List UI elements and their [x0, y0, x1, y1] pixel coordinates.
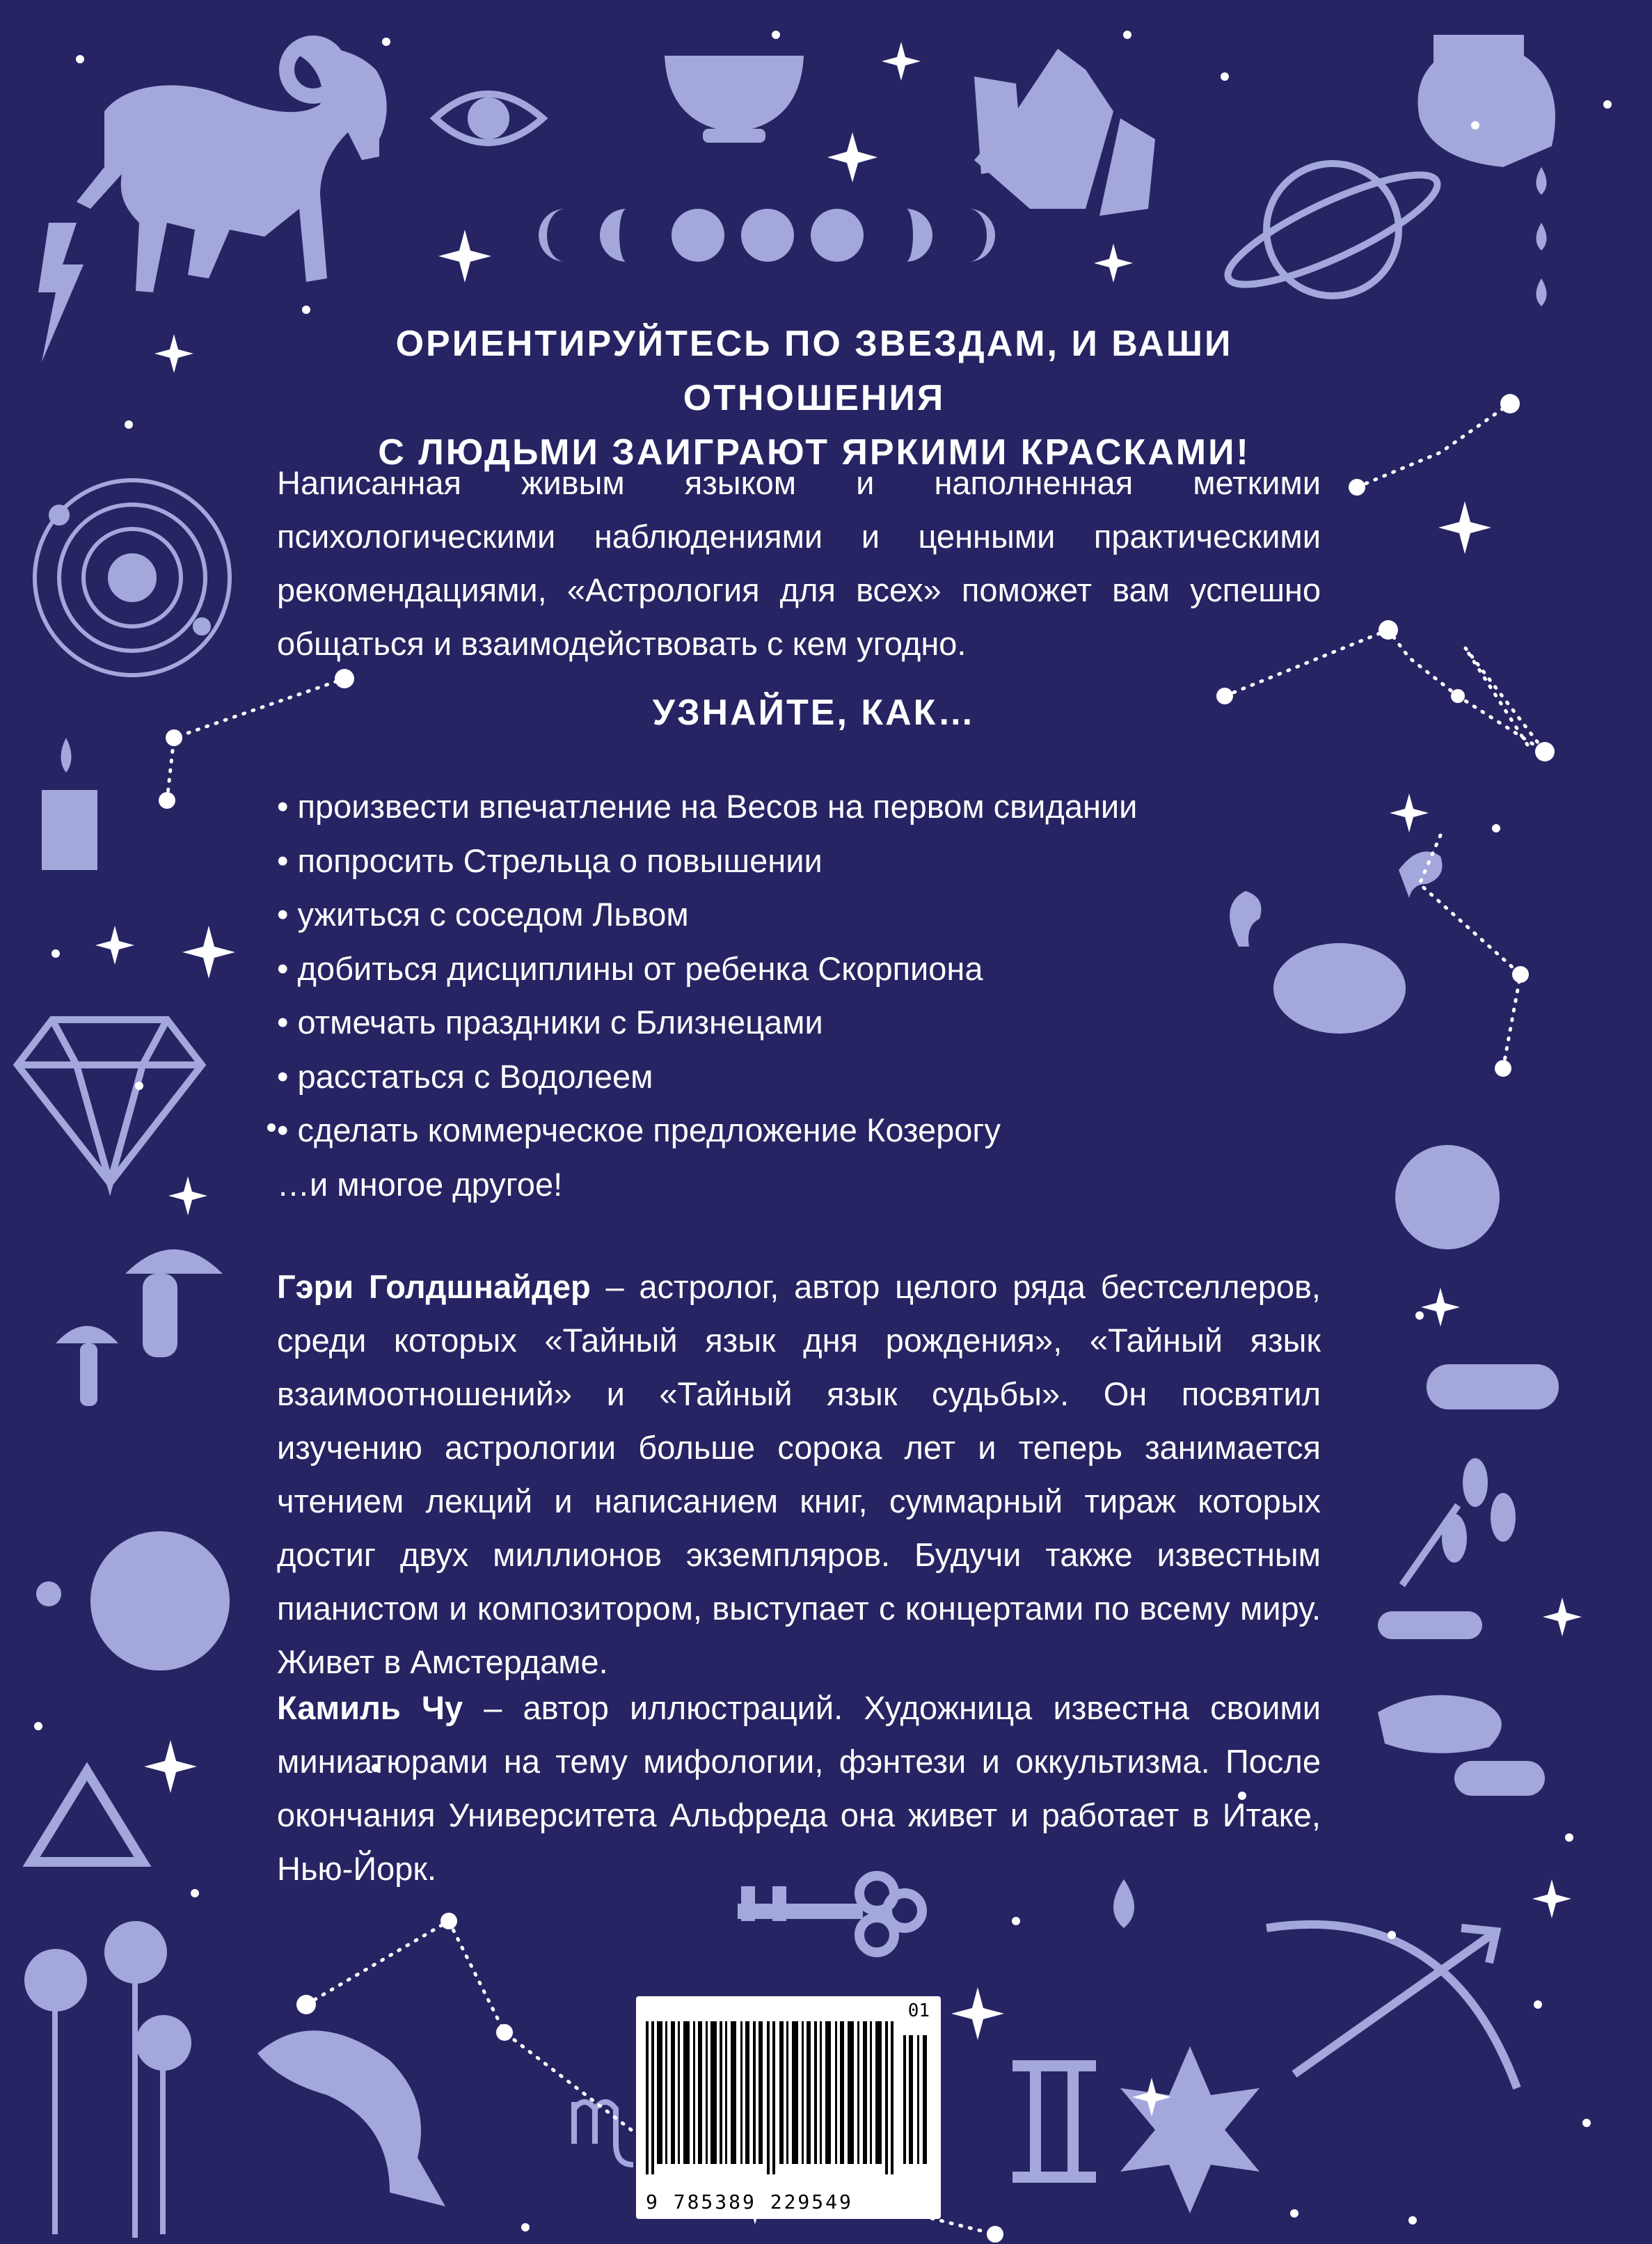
lightning-icon [38, 223, 84, 362]
fish-icon [257, 2030, 445, 2206]
eye-icon [435, 94, 543, 143]
illustrator-bio: – автор иллюстраций. Художница известна своими миниатюрами на тему мифологии, фэнтези и оккультизма. После окончания Университета Альфреда она живет и работает в Итаке, Нью-Йорк. [277, 1689, 1321, 1887]
tips-list [277, 780, 1321, 1211]
candle-icon [42, 738, 97, 870]
branch-icon [1399, 1458, 1516, 1587]
rose-icon [1395, 1145, 1500, 1249]
author-bio: – астролог, автор целого ряда бестселлеров, среди которых «Тайный язык дня рождения», «Тайный язык взаимоотношений» и «Тайный язык судьбы». Он посвятил изучению астрологии больше сорока лет и теперь занимается чтением лекций и написанием книг, суммарный тираж которых достиг двух миллионов экземпляров. Будучи также известным пианистом и композитором, выступает с концертами по всему миру. Живет в Амстердаме. [277, 1268, 1321, 1680]
list-item: …и многое другое! [277, 1165, 563, 1203]
heading-line-1: ОРИЕНТИРУЙТЕСЬ ПО ЗВЕЗДАМ, И ВАШИ ОТНОШЕНИЯ [395, 324, 1233, 418]
triangle-icon [31, 1771, 143, 1862]
mushrooms-icon [56, 1249, 223, 1406]
orbit-icon [35, 480, 230, 675]
teacup-icon [665, 56, 804, 143]
list-item: • ужиться с соседом Львом [277, 896, 689, 933]
striped-planet-icon [36, 1531, 230, 1670]
list-item: • отмечать праздники с Близнецами [277, 1004, 823, 1041]
barcode-bars [646, 2021, 931, 2174]
list-item: • попросить Стрельца о повышении [277, 842, 823, 879]
ram-icon [77, 43, 387, 292]
author-name: Гэри Голдшнайдер [277, 1268, 591, 1305]
starburst-icon [1120, 2046, 1260, 2213]
subheading: УЗНАЙТЕ, КАК… [652, 693, 976, 733]
list-item: • сделать коммерческое предложение Козерогу [277, 1112, 1001, 1148]
moon-phases-icon [539, 209, 995, 262]
vase-icon [1418, 35, 1556, 167]
list-item: • добиться дисциплины от ребенка Скорпиона [277, 949, 983, 987]
virgo-symbol-icon [574, 2102, 633, 2165]
main-heading [264, 317, 1364, 480]
heading-line-2: С ЛЮДЬМИ ЗАИГРАЮТ ЯРКИМИ КРАСКАМИ! [378, 432, 1250, 473]
illustrator-name: Камиль Чу [277, 1689, 463, 1726]
list-item: • произвести впечатление на Весов на первом свидании [277, 788, 1138, 825]
barcode-addon: 01 [907, 2000, 930, 2021]
intro-paragraph: Написанная живым языком и наполненная меткими психологическими наблюдениями и ценными практическими рекомендациями, «Астрология для всех» поможет вам успешно общаться и взаимодействовать с кем угодно. [277, 464, 1321, 662]
diamond-icon [17, 1020, 202, 1183]
drops-icon [1536, 167, 1547, 306]
bow-arrow-icon [1266, 1925, 1517, 2088]
barcode [636, 1996, 941, 2219]
author-paragraph [277, 1260, 1321, 1689]
gemini-symbol-icon [1012, 2060, 1096, 2183]
ringed-planet-icon [1217, 156, 1449, 303]
illustrator-paragraph [277, 1681, 1321, 1895]
flowers-icon [24, 1921, 191, 2238]
barcode-isbn: 9 785389 229549 [646, 2190, 853, 2213]
crystal-cluster-icon [974, 49, 1155, 216]
list-item: • расстаться с Водолеем [277, 1057, 653, 1095]
